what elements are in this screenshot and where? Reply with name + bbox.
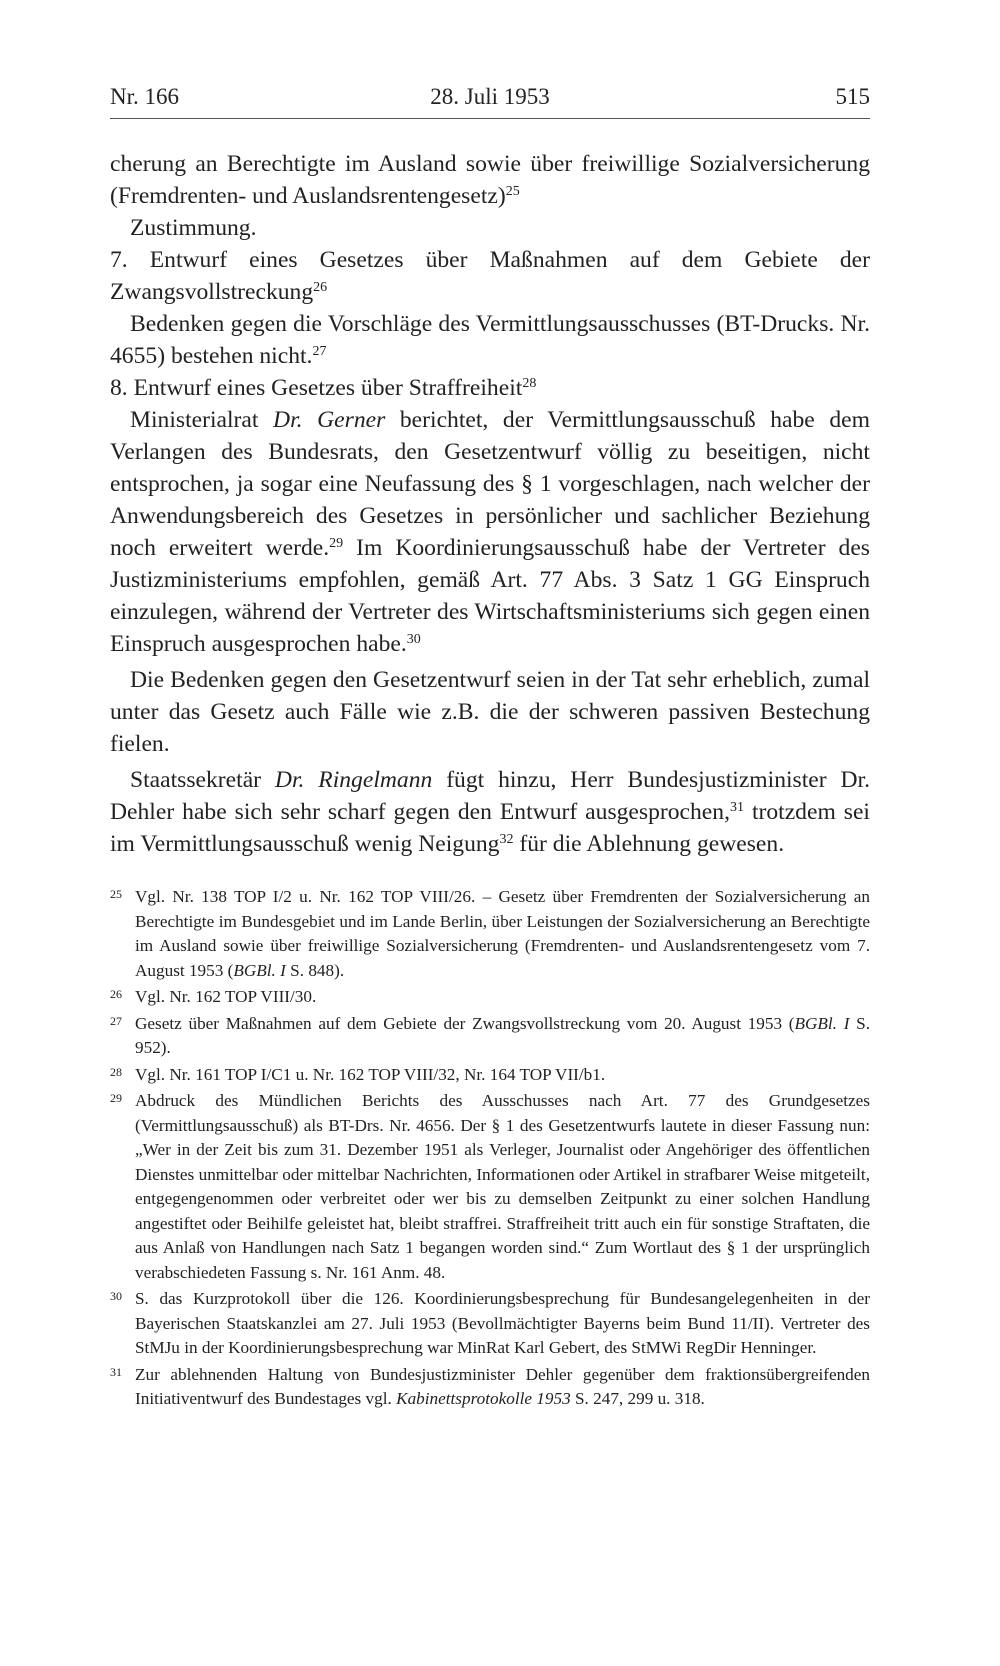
footnote-26: 26 Vgl. Nr. 162 TOP VIII/30.	[110, 987, 317, 1006]
header-date: 28. Juli 1953	[430, 84, 550, 109]
footnote-ref[interactable]: 32	[499, 832, 514, 847]
footnote-ref[interactable]: 30	[406, 632, 421, 647]
main-text	[110, 148, 870, 860]
footnote-ref[interactable]: 25	[505, 184, 520, 199]
footnote-28: 28 Vgl. Nr. 161 TOP I/C1 u. Nr. 162 TOP VIII/32, Nr. 164 TOP VII/b1.	[110, 1064, 606, 1084]
footnote-ref[interactable]: 27	[312, 344, 327, 359]
agenda-item: 8. Entwurf eines Gesetzes über Straffreiheit$^{28}$	[110, 375, 537, 401]
footnotes	[110, 885, 870, 1414]
person-name: Dr. Gerner	[273, 407, 386, 433]
paragraph: Bedenken gegen die Vorschläge des Vermittlungsausschusses (BT-Drucks. Nr. 4655) bestehen nicht.$^{27}$	[110, 311, 870, 369]
footnote-30: 30 S. das Kurzprotokoll über die 126. Koordinierungsbesprechung für Bundesangelegenheiten in der Bayerischen Staatskanzlei am 27. Juli 1953 (Bevollmächtigter Bayerns beim Bund 11/II). Vertreter des StMJu in der Koordinierungsbesprechung war MinRat Karl Gebert, des StMWi RegDir Henninger.	[110, 1289, 870, 1357]
paragraph: Zustimmung.	[130, 215, 257, 241]
footnote-number: 29	[110, 1091, 122, 1105]
paragraph: Ministerialrat Dr. Gerner berichtet, der Vermittlungsausschuß habe dem Verlangen des Bundesrats, den Gesetzentwurf völlig zu beseitigen, nicht entsprochen, ja sogar eine Neufassung des § 1 vorgeschlagen, nach welcher der Anwendungsbereich des Gesetzes in persönlicher und sachlicher Beziehung noch erweitert werde.$^{29}$ Im Koordinierungsausschuß habe der Vertreter des Justizministeriums empfohlen, gemäß Art. 77 Abs. 3 Satz 1 GG Einspruch einzulegen, während der Vertreter des Wirtschaftsministeriums sich gegen einen Einspruch ausgesprochen habe.$^{30}$	[110, 407, 870, 657]
footnote-number: 30	[110, 1289, 122, 1303]
paragraph: Staatssekretär Dr. Ringelmann fügt hinzu, Herr Bundesjustizminister Dr. Dehler habe sich sehr scharf gegen den Entwurf ausgesprochen,$^{31}$ trotzdem sei im Vermittlungsausschuß wenig Neigung$^{32}$ für die Ablehnung gewesen.	[110, 767, 870, 857]
footnote-number: 26	[110, 987, 122, 1001]
footnote-number: 28	[110, 1064, 122, 1079]
footnote-ref[interactable]: 31	[729, 800, 744, 815]
footnote-number: 27	[110, 1013, 122, 1028]
footnote-31: 31 Zur ablehnenden Haltung von Bundesjustizminister Dehler gegenüber dem fraktionsübergreifenden Initiativentwurf des Bundestages vgl. Kabinettsprotokolle 1953 S. 247, 299 u. 318.	[110, 1364, 870, 1408]
footnote-number: 25	[110, 887, 122, 901]
person-name: Dr. Ringelmann	[274, 767, 433, 793]
paragraph: cherung an Berechtigte im Ausland sowie über freiwillige Sozialversicherung (Fremdrenten- und Auslandsrentengesetz)$^{25}$	[110, 151, 870, 209]
document-number: Nr. 166	[110, 84, 179, 109]
running-header	[110, 84, 870, 119]
footnote-number: 31	[110, 1364, 122, 1379]
paragraph: Die Bedenken gegen den Gesetzentwurf seien in der Tat sehr erheblich, zumal unter das Gesetz auch Fälle wie z.B. die der schweren passiven Bestechung fielen.	[110, 667, 870, 757]
footnote-25: 25 Vgl. Nr. 138 TOP I/2 u. Nr. 162 TOP VIII/26. – Gesetz über Fremdrenten der Sozialversicherung an Berechtigte im Bundesgebiet und im Lande Berlin, über Leistungen der Sozialversicherung an Berechtigte im Ausland sowie über freiwillige Sozialversicherung (Fremdrenten- und Auslandsrentengesetz vom 7. August 1953 (BGBl. I S. 848).	[110, 887, 870, 980]
footnote-ref[interactable]: 28	[522, 376, 537, 391]
footnote-27: 27 Gesetz über Maßnahmen auf dem Gebiete der Zwangsvollstreckung vom 20. August 1953 (BGBl. I S. 952).	[110, 1013, 870, 1057]
footnote-ref[interactable]: 29	[329, 536, 344, 551]
agenda-item: 7. Entwurf eines Gesetzes über Maßnahmen auf dem Gebiete der Zwangsvollstreckung$^{26}$	[110, 247, 870, 305]
footnote-29: 29 Abdruck des Mündlichen Berichts des Ausschusses nach Art. 77 des Grundgesetzes (Vermittlungsausschuß) als BT-Drs. Nr. 4656. Der § 1 des Gesetzentwurfs lautete in dieser Fassung nun: „Wer in der Zeit bis zum 31. Dezember 1951 als Verleger, Journalist oder Angehöriger des öffentlichen Dienstes unmittelbar oder mittelbar Nachrichten, Informationen oder Artikel in strafbarer Weise mitgeteilt, entgegengenommen oder verbreitet oder wer bis zu demselben Zeitpunkt zu einer solchen Handlung angestiftet oder Beihilfe geleistet hat, bleibt straffrei. Straffreiheit tritt auch ein für sonstige Straftaten, die aus Anlaß von Handlungen nach Satz 1 begangen worden sind.“ Zum Wortlaut des § 1 der ursprünglich verabschiedeten Fassung s. Nr. 161 Anm. 48.	[110, 1091, 870, 1282]
footnote-ref[interactable]: 26	[313, 280, 328, 295]
page-number: 515	[835, 84, 870, 109]
